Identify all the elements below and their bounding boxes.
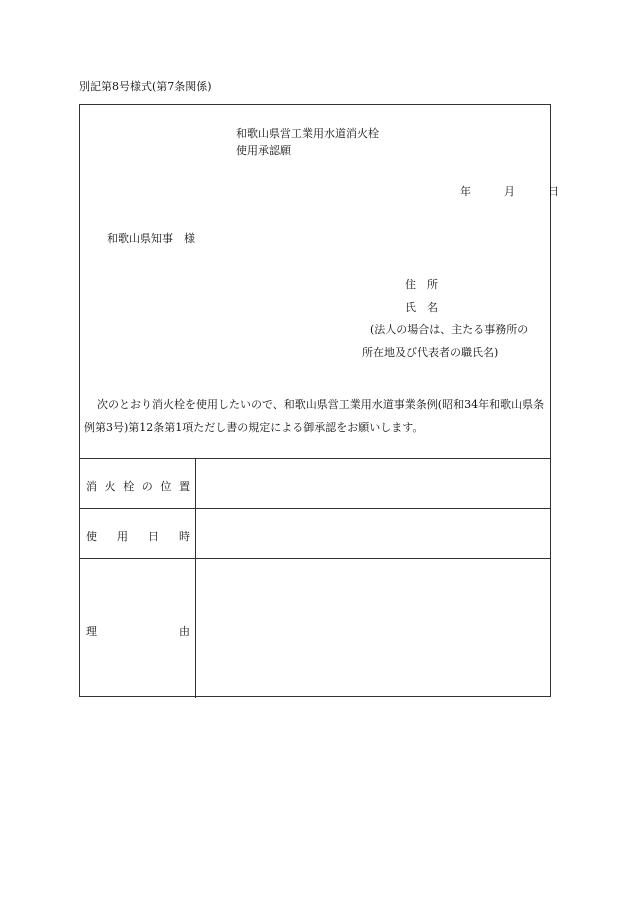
- table-row-usage-datetime: [80, 508, 550, 559]
- label-char: 時: [179, 530, 190, 543]
- date-year-label: 年: [460, 185, 471, 198]
- label-char: 理: [86, 625, 97, 638]
- label-char: 消: [86, 480, 97, 493]
- column-divider: [195, 559, 196, 698]
- label-char: 置: [178, 480, 190, 493]
- addressee: 和歌山県知事 様: [107, 232, 195, 245]
- label-char: の: [141, 480, 153, 493]
- date-day-label: 日: [548, 185, 559, 198]
- applicant-name-label: 氏 名: [405, 301, 438, 314]
- request-body-text: 次のとおり消火栓を使用したいので、和歌山県営工業用水道事業条例(昭和34年和歌山県条例第3号)第12条第1項ただし書の規定による御承認をお願いします。: [84, 398, 545, 434]
- table-row-reason: [80, 558, 550, 698]
- row-label-hydrant-location: [86, 478, 190, 494]
- form-title-line1: 和歌山県営工業用水道消火栓: [236, 127, 379, 140]
- column-divider: [195, 509, 196, 559]
- column-divider: [195, 459, 196, 509]
- applicant-address-label: 住 所: [405, 278, 438, 291]
- label-char: 使: [86, 530, 97, 543]
- form-label: 別記第8号様式(第7条関係): [79, 80, 212, 93]
- table-row-hydrant-location: [80, 458, 550, 509]
- label-char: 火: [104, 480, 116, 493]
- label-char: 日: [148, 530, 159, 543]
- application-form-frame: [79, 104, 559, 697]
- corporate-note-line2: 所在地及び代表者の職氏名): [362, 346, 499, 359]
- date-month-label: 月: [504, 185, 515, 198]
- label-char: 栓: [123, 480, 135, 493]
- label-char: 位: [160, 480, 172, 493]
- label-char: 用: [117, 530, 128, 543]
- row-label-reason: [86, 623, 190, 639]
- form-title-line2: 使用承認願: [236, 144, 291, 157]
- corporate-note-line1: (法人の場合は、主たる事務所の: [370, 323, 529, 336]
- label-char: 由: [179, 625, 190, 638]
- row-label-usage-datetime: [86, 528, 190, 544]
